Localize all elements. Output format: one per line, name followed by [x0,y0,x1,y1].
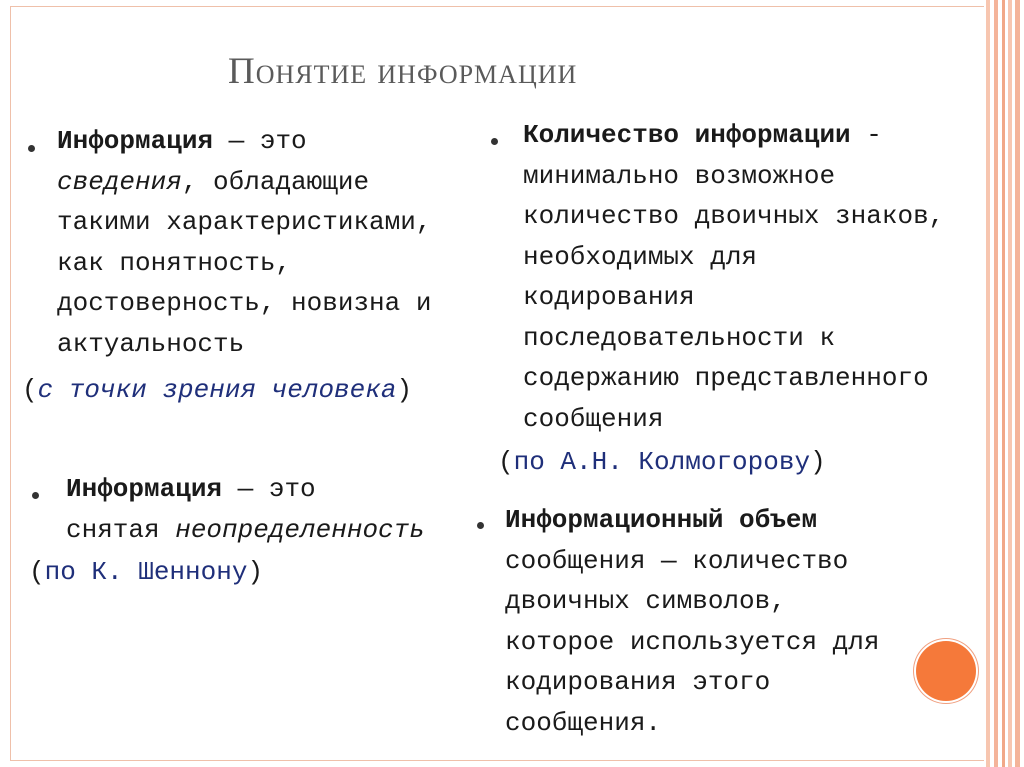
definition-3-source: (по А.Н. Колмогорову) [498,447,826,477]
definition-1-source: (с точки зрения человека) [22,375,413,405]
definition-1 [57,121,431,364]
bullet-icon [491,138,498,145]
definition-3-line-4: необходимых для [523,241,758,272]
decorative-stripes [984,0,1024,767]
definition-4-line-5: кодирования этого [505,667,771,697]
definition-1-line-3: такими характеристиками, [57,207,432,237]
bullet-icon [477,522,484,529]
definition-3-line-8: сообщения [523,403,664,434]
definition-4-line-6: сообщения. [505,707,662,738]
definition-2-source: (по К. Шеннону) [29,557,264,587]
definition-4-line-3: двоичных символов, [505,586,786,616]
bullet-icon [32,492,39,499]
definition-2-line-2: снятая неопределенность [66,514,425,545]
definition-4-term: Информационный объем [505,505,818,535]
definition-3-line-1: Количество информации - [523,120,882,150]
slide-title: Понятие информации [228,51,578,92]
bullet-icon [28,145,35,152]
definition-1-line-5: достоверность, новизна и [57,288,432,318]
definition-3-line-7: содержанию представленного [523,363,929,393]
definition-1-line-4: как понятность, [57,247,292,278]
definition-1-line-6: актуальность [57,328,245,359]
definition-2-emphasis: неопределенность [175,514,425,545]
definition-3-term: Количество информации [523,120,851,150]
definition-4 [505,500,879,743]
definition-4-line-2: сообщения — количество [505,545,849,576]
definition-1-term: Информация [57,126,214,156]
definition-2-term: Информация [66,474,223,504]
definition-1-line-1: Информация — это [57,126,307,156]
definition-3 [523,115,944,439]
definition-2-line-1: Информация — это [66,474,316,504]
definition-3-line-2: минимально возможное [523,160,836,191]
definition-2 [66,469,425,550]
decorative-orange-circle [916,641,976,701]
definition-4-line-4: которое используется для [505,626,880,657]
definition-1-line-2: сведения, обладающие [57,166,370,197]
definition-3-line-3: количество двоичных знаков, [523,201,945,231]
definition-3-line-6: последовательности к [523,322,836,353]
definition-3-line-5: кодирования [523,282,695,312]
definition-1-emphasis: сведения [57,166,182,197]
